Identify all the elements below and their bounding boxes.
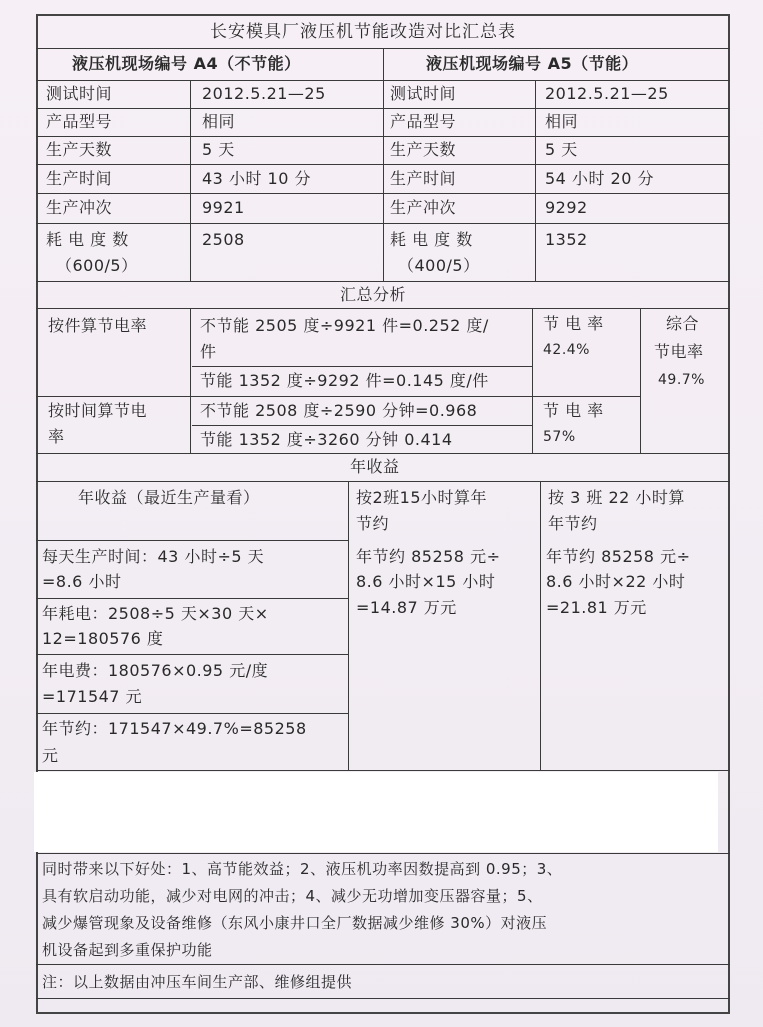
annual-col1-header: 年收益（最近生产量看） xyxy=(78,488,260,507)
right-machine-header: 液压机现场编号 A5（节能） xyxy=(426,54,639,73)
two-shift-line1: 年节约 85258 元÷ xyxy=(356,547,501,566)
by-piece-rate: 42.4% xyxy=(543,342,590,358)
left-label-power-ct: （600/5） xyxy=(56,256,138,275)
benefits-line2: 具有软启动功能，减少对电网的冲击；4、减少无功增加变压器容量；5、 xyxy=(42,887,543,905)
benefits-line1: 同时带来以下好处：1、高节能效益；2、液压机功率因数提高到 0.95；3、 xyxy=(42,860,563,878)
by-piece-label: 按件算节电率 xyxy=(48,316,148,335)
left-label-hours: 生产时间 xyxy=(46,169,113,188)
overall-label-1: 综合 xyxy=(666,314,700,333)
two-shift-line2: 8.6 小时×15 小时 xyxy=(356,572,496,591)
left-value-test-time: 2012.5.21—25 xyxy=(202,84,326,103)
annual-col3-header-2: 年节约 xyxy=(548,514,598,533)
right-value-power: 1352 xyxy=(545,230,588,249)
annual-cost-line1: 年电费：180576×0.95 元/度 xyxy=(42,661,269,680)
by-time-rate-label: 节 电 率 xyxy=(543,401,604,420)
overall-label-2: 节电率 xyxy=(654,342,704,361)
annual-cost-line2: =171547 元 xyxy=(42,687,143,706)
right-value-hours: 54 小时 20 分 xyxy=(545,169,654,188)
benefits-line3: 减少爆管现象及设备维修（东风小康井口全厂数据减少维修 30%）对液压 xyxy=(42,914,548,932)
annual-power-line2: 12=180576 度 xyxy=(42,629,164,648)
three-shift-line1: 年节约 85258 元÷ xyxy=(546,547,691,566)
right-value-model: 相同 xyxy=(545,112,579,131)
by-time-label2: 率 xyxy=(48,427,65,446)
left-value-power: 2508 xyxy=(202,230,245,249)
right-label-power-ct: （400/5） xyxy=(398,256,480,275)
by-time-label: 按时间算节电 xyxy=(48,401,148,420)
left-value-days: 5 天 xyxy=(202,140,235,159)
by-time-line1: 不节能 2508 度÷2590 分钟=0.968 xyxy=(200,401,478,420)
overall-rate: 49.7% xyxy=(658,372,705,388)
annual-heading: 年收益 xyxy=(350,457,400,476)
page-title: 长安模具厂液压机节能改造对比汇总表 xyxy=(210,22,516,42)
left-label-test-time: 测试时间 xyxy=(46,84,113,103)
daily-hours-line1: 每天生产时间：43 小时÷5 天 xyxy=(42,547,265,566)
left-value-hours: 43 小时 10 分 xyxy=(202,169,311,188)
by-piece-line2: 节能 1352 度÷9292 件=0.145 度/件 xyxy=(200,371,489,390)
summary-heading: 汇总分析 xyxy=(340,285,407,304)
left-value-strokes: 9921 xyxy=(202,198,245,217)
annual-col3-header-1: 按 3 班 22 小时算 xyxy=(548,488,685,507)
left-label-days: 生产天数 xyxy=(46,140,113,159)
annual-saving-line1: 年节约：171547×49.7%=85258 xyxy=(42,719,307,738)
daily-hours-line2: =8.6 小时 xyxy=(42,572,122,591)
left-label-power: 耗 电 度 数 xyxy=(46,230,129,249)
three-shift-line3: =21.81 万元 xyxy=(546,598,647,617)
three-shift-line2: 8.6 小时×22 小时 xyxy=(546,572,686,591)
by-piece-line1b: 件 xyxy=(200,342,217,361)
right-value-days: 5 天 xyxy=(545,140,578,159)
left-label-model: 产品型号 xyxy=(46,112,113,131)
left-value-model: 相同 xyxy=(202,112,236,131)
benefits-line4: 机设备起到多重保护功能 xyxy=(42,941,213,959)
annual-col2-header-2: 节约 xyxy=(356,514,390,533)
right-value-strokes: 9292 xyxy=(545,198,588,217)
annual-saving-line2: 元 xyxy=(42,746,59,765)
source-note: 注：以上数据由冲压车间生产部、维修组提供 xyxy=(42,973,353,991)
right-label-strokes: 生产冲次 xyxy=(390,198,457,217)
annual-col2-header-1: 按2班15小时算年 xyxy=(356,488,488,507)
right-label-model: 产品型号 xyxy=(390,112,457,131)
right-label-test-time: 测试时间 xyxy=(390,84,457,103)
by-piece-rate-label: 节 电 率 xyxy=(543,314,604,333)
right-value-test-time: 2012.5.21—25 xyxy=(545,84,669,103)
left-machine-header: 液压机现场编号 A4（不节能） xyxy=(72,54,301,73)
two-shift-line3: =14.87 万元 xyxy=(356,598,457,617)
annual-power-line1: 年耗电：2508÷5 天×30 天× xyxy=(42,604,269,623)
by-time-rate: 57% xyxy=(543,429,576,445)
redacted-area xyxy=(34,772,718,852)
right-label-power: 耗 电 度 数 xyxy=(390,230,473,249)
right-label-hours: 生产时间 xyxy=(390,169,457,188)
right-label-days: 生产天数 xyxy=(390,140,457,159)
by-piece-line1: 不节能 2505 度÷9921 件=0.252 度/ xyxy=(200,316,489,335)
left-label-strokes: 生产冲次 xyxy=(46,198,113,217)
by-time-line2: 节能 1352 度÷3260 分钟 0.414 xyxy=(200,430,453,449)
